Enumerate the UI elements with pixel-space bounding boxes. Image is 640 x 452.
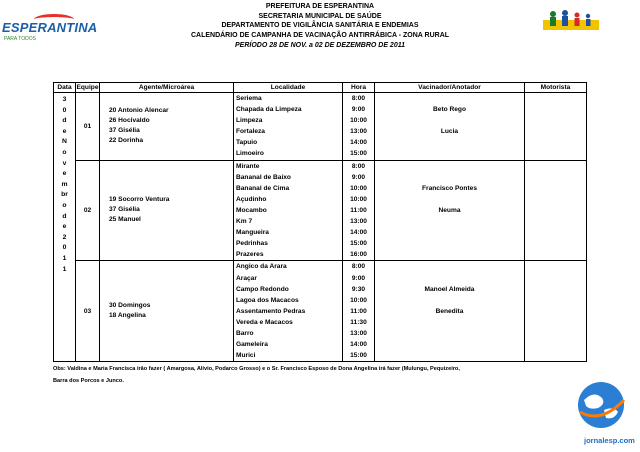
agente-name: 19 Socorro Ventura (109, 196, 170, 204)
col-header-motorista: Motorista (525, 83, 587, 93)
hora-item: 11:00 (350, 206, 367, 214)
hora-item: 10:00 (350, 117, 367, 125)
localidade-item: Vereda e Macacos (236, 318, 293, 326)
vacinador-item (375, 161, 524, 172)
esperantina-logo (2, 14, 98, 42)
agente-name: 22 Dorinha (109, 137, 144, 145)
col-header-equipe: Equipe (76, 84, 99, 91)
hora-item: 15:00 (350, 352, 367, 360)
date-char: 1 (62, 265, 67, 273)
localidade-item: Prazeres (236, 251, 264, 259)
obs-line1: Obs: Valdina e Maria Francisca irão fazer ( Amargosa, Alívio, Podarco Grosso) e o Sr. Francisco Esposo de Dona Angelina irá fazer (Mulungu, Pequizeiro, (53, 366, 460, 372)
localidade-item: Pedrinhas (236, 240, 268, 248)
localidade-item: Campo Redondo (236, 285, 289, 293)
globe-icon (576, 380, 626, 430)
vacinador-item (375, 317, 524, 328)
hora-item: 15:00 (350, 150, 367, 158)
agente-name: 37 Gisélia (109, 127, 140, 135)
hora-cell (343, 160, 375, 261)
col-header-data: Data (54, 83, 76, 93)
localidade-item: Gameleira (236, 341, 268, 349)
hora-item: 10:00 (350, 195, 367, 203)
date-cell (54, 93, 76, 362)
table-row (54, 261, 587, 362)
date-char: 0 (62, 106, 67, 114)
agente-name: 25 Manuel (109, 216, 141, 224)
agente-cell (100, 261, 234, 362)
hora-item: 9:30 (351, 285, 366, 293)
hora-cell (343, 93, 375, 161)
logo-text: ESPERANTINA (2, 20, 98, 35)
agente-cell (100, 93, 234, 161)
date-char: 1 (62, 254, 67, 262)
agente-name: 37 Gisélia (109, 206, 140, 214)
hora-item: 15:00 (350, 240, 367, 248)
document-header (120, 2, 520, 51)
localidade-item: Fortaleza (236, 128, 265, 136)
localidade-item: Açudinho (236, 195, 267, 203)
vacinador-item (375, 194, 524, 205)
hora-item: 8:00 (351, 162, 366, 170)
vacinador-item (375, 227, 524, 238)
vacinador-item: Benedita (435, 307, 464, 315)
table-row (54, 93, 587, 161)
date-char: 2 (62, 233, 67, 241)
date-char: o (62, 148, 67, 156)
hora-item: 11:30 (350, 318, 367, 326)
localidade-item: Araçar (236, 274, 257, 282)
localidade-item: Km 7 (236, 218, 253, 226)
agente-cell (100, 160, 234, 261)
header-line2: SECRETARIA MUNICIPAL DE SAÚDE (258, 12, 382, 20)
localidade-item: Tapuio (236, 139, 258, 147)
vacinador-item (375, 350, 524, 361)
col-header-localidade: Localidade (234, 83, 343, 93)
hora-item: 13:00 (350, 218, 367, 226)
hora-item: 9:00 (351, 106, 366, 114)
date-char: N (62, 138, 67, 146)
vacinador-item (375, 328, 524, 339)
vacinador-item (375, 216, 524, 227)
vacinador-item (375, 273, 524, 284)
vacinador-item (375, 115, 524, 126)
vacinador-item (375, 137, 524, 148)
vacinador-item (375, 339, 524, 350)
family-icon (543, 8, 599, 30)
obs-line2: Barra dos Porcos e Junco. (53, 378, 124, 384)
motorista-cell (525, 261, 587, 362)
date-char: m (61, 180, 68, 188)
hora-cell (343, 261, 375, 362)
hora-item: 14:00 (350, 139, 367, 147)
localidade-item: Bananal de Cima (236, 184, 290, 192)
header-line4: CALENDÁRIO DE CAMPANHA DE VACINAÇÃO ANTIRRÁBICA - ZONA RURAL (190, 32, 450, 40)
hora-item: 10:00 (350, 296, 367, 304)
localidade-item: Lagoa dos Macacos (236, 296, 299, 304)
agente-name: 20 Antonio Alencar (109, 107, 169, 115)
date-char: e (62, 127, 67, 135)
localidade-item: Mocambo (236, 206, 267, 214)
hora-item: 10:00 (350, 184, 367, 192)
vacinador-item (375, 295, 524, 306)
date-char: v (62, 159, 67, 167)
col-header-agente: Agente/Microárea (100, 83, 234, 93)
date-char: br (61, 191, 68, 199)
date-char: d (62, 212, 67, 220)
vacinador-item (375, 148, 524, 159)
date-char: e (62, 170, 67, 178)
localidade-item: Chapada da Limpeza (236, 106, 302, 114)
localidade-cell (234, 93, 343, 161)
vacinador-cell (375, 261, 525, 362)
localidade-item: Limoeiro (236, 150, 264, 158)
observation-note (53, 363, 593, 387)
localidade-item: Assentamento Pedras (236, 307, 306, 315)
localidade-cell (234, 261, 343, 362)
vacinador-item (375, 249, 524, 260)
col-header-vacinador: Vacinador/Anotador (375, 83, 525, 93)
hora-item: 9:00 (351, 173, 366, 181)
table-row (54, 160, 587, 261)
hora-item: 8:00 (351, 95, 366, 102)
hora-item: 8:00 (351, 263, 366, 271)
header-line3: DEPARTAMENTO DE VIGILÂNCIA SANITÁRIA E ENDEMIAS (221, 22, 419, 30)
motorista-cell (525, 93, 587, 161)
equipe-cell: 03 (76, 261, 100, 362)
table-header-row (54, 83, 587, 93)
localidade-item: Mangueira (236, 229, 269, 237)
motorista-cell (525, 160, 587, 261)
logo-tagline: PARA TODOS (4, 36, 36, 42)
vacinador-item: Manoel Almeida (424, 285, 475, 293)
header-line1: PREFEITURA DE ESPERANTINA (265, 3, 375, 10)
localidade-item: Angico da Arara (236, 263, 287, 271)
vacinador-item (375, 172, 524, 183)
col-header-hora: Hora (343, 83, 375, 93)
hora-item: 14:00 (350, 229, 367, 237)
vacinador-item: Francisco Pontes (422, 184, 477, 192)
vacinador-cell (375, 93, 525, 161)
vacinador-item: Beto Rego (433, 106, 466, 114)
vacinador-cell (375, 160, 525, 261)
agente-name: 30 Domingos (109, 302, 151, 310)
date-char: d (62, 117, 67, 125)
hora-item: 14:00 (350, 341, 367, 349)
localidade-item: Murici (236, 352, 256, 360)
localidade-item: Bananal de Baixo (236, 173, 291, 181)
localidade-item: Barro (236, 329, 254, 337)
agente-name: 26 Hocivaldo (109, 117, 150, 125)
equipe-cell: 01 (76, 93, 100, 161)
hora-item: 13:00 (350, 329, 367, 337)
localidade-cell (234, 160, 343, 261)
date-char: e (62, 223, 67, 231)
hora-item: 11:00 (350, 307, 367, 315)
agente-name: 18 Angelina (109, 312, 146, 320)
hora-item: 9:00 (351, 274, 366, 282)
localidade-item: Mirante (236, 162, 260, 170)
vacinador-item: Neuma (438, 206, 461, 214)
vacinador-item (375, 238, 524, 249)
watermark-site: jornalesp.com (584, 436, 635, 445)
localidade-item: Limpeza (236, 117, 263, 125)
vacinador-item: Lucia (440, 128, 459, 136)
vacinador-item (375, 93, 524, 104)
hora-item: 16:00 (350, 251, 367, 259)
date-char: 3 (62, 96, 67, 103)
localidade-item: Seriema (236, 95, 262, 102)
date-char: o (62, 201, 67, 209)
equipe-cell: 02 (76, 160, 100, 261)
schedule-table (53, 82, 587, 362)
hora-item: 13:00 (350, 128, 367, 136)
date-char: 0 (62, 244, 67, 252)
vacinador-item (375, 261, 524, 272)
header-periodo: PERÍODO 28 DE NOV. a 02 DE DEZEMBRO DE 2011 (234, 41, 405, 49)
